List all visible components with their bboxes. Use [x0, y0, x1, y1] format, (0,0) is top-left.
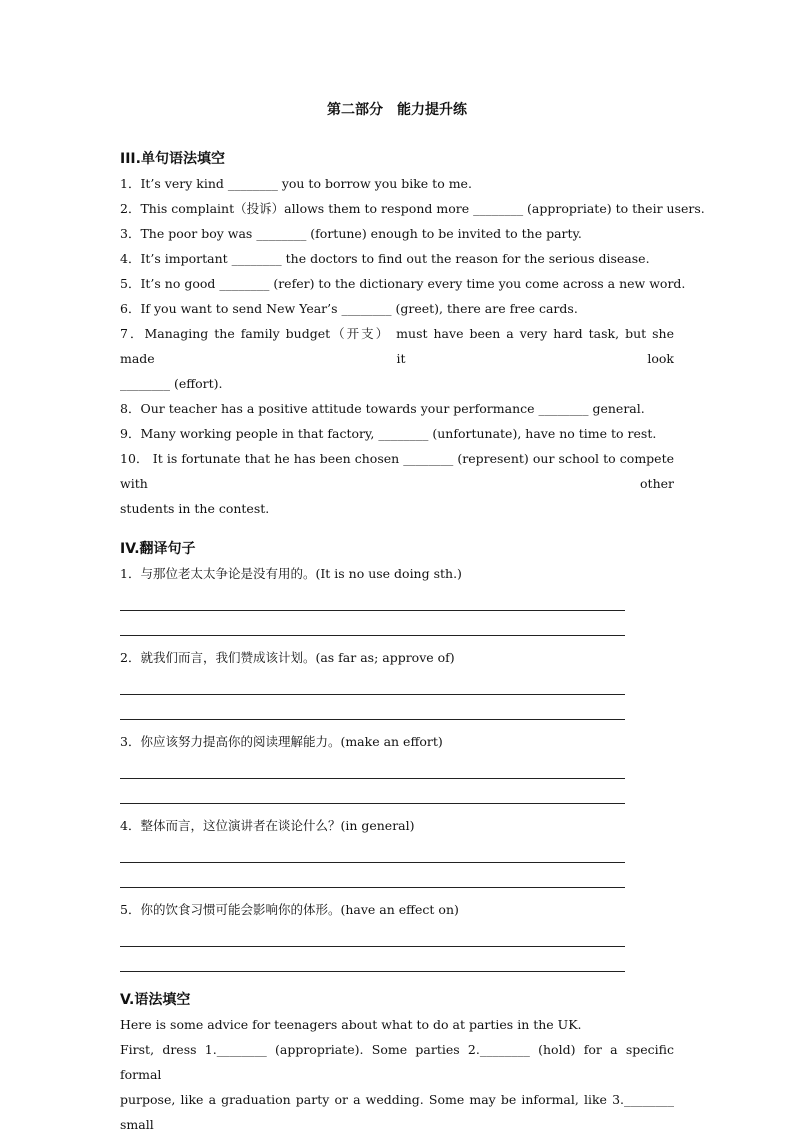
section-4-heading: IV.翻译句子	[120, 541, 196, 557]
sec3-item-3: 3．The poor boy was ________ (fortune) enough to be invited to the party.	[120, 226, 582, 241]
sec3-item-4: 4．It’s important ________ the doctors to find out the reason for the serious disease.	[120, 251, 650, 266]
sec3-item-2: 2．This complaint（投诉）allows them to respond more ________ (appropriate) to their users.	[120, 201, 705, 216]
sec5-line-3: purpose, like a graduation party or a wedding. Some may be informal, like 3.________ small	[120, 1092, 674, 1132]
sec4-item-5: 5．你的饮食习惯可能会影响你的体形。(have an effect on)	[120, 902, 459, 917]
section-3-heading: III.单句语法填空	[120, 151, 225, 167]
sec3-item-7-cont: ________ (effort).	[120, 376, 223, 391]
sec4-item-4: 4．整体而言，这位演讲者在谈论什么？(in general)	[120, 818, 415, 833]
answer-line[interactable]	[120, 611, 625, 636]
sec3-item-10-cont: students in the contest.	[120, 501, 270, 516]
sec5-line-2: First, dress 1.________ (appropriate). Some parties 2.________ (hold) for a specific formal	[120, 1042, 674, 1082]
sec3-item-6: 6．If you want to send New Year’s ________ (greet), there are free cards.	[120, 301, 578, 316]
answer-line[interactable]	[120, 863, 625, 888]
page-title: 第二部分 能力提升练	[327, 102, 467, 118]
answer-line[interactable]	[120, 754, 625, 779]
answer-line[interactable]	[120, 670, 625, 695]
sec3-item-10: 10． It is fortunate that he has been chosen ________ (represent) our school to compete with other	[120, 451, 674, 491]
sec4-item-1: 1．与那位老太太争论是没有用的。(It is no use doing sth.)	[120, 566, 462, 581]
sec5-line-1: Here is some advice for teenagers about what to do at parties in the UK.	[120, 1017, 582, 1032]
sec3-item-1: 1．It’s very kind ________ you to borrow you bike to me.	[120, 176, 472, 191]
sec4-item-2: 2．就我们而言，我们赞成该计划。(as far as; approve of)	[120, 650, 455, 665]
answer-line[interactable]	[120, 947, 625, 972]
sec3-item-5: 5．It’s no good ________ (refer) to the dictionary every time you come across a new word.	[120, 276, 686, 291]
answer-line[interactable]	[120, 838, 625, 863]
sec3-item-8: 8．Our teacher has a positive attitude towards your performance ________ general.	[120, 401, 645, 416]
answer-line[interactable]	[120, 922, 625, 947]
answer-line[interactable]	[120, 779, 625, 804]
section-5-heading: V.语法填空	[120, 992, 191, 1008]
sec4-item-3: 3．你应该努力提高你的阅读理解能力。(make an effort)	[120, 734, 443, 749]
sec3-item-9: 9．Many working people in that factory, ________ (unfortunate), have no time to rest.	[120, 426, 657, 441]
content	[120, 147, 705, 1137]
answer-line[interactable]	[120, 695, 625, 720]
answer-line[interactable]	[120, 586, 625, 611]
sec3-item-7: 7．Managing the family budget（开支） must have been a very hard task, but she made it look	[120, 326, 674, 366]
